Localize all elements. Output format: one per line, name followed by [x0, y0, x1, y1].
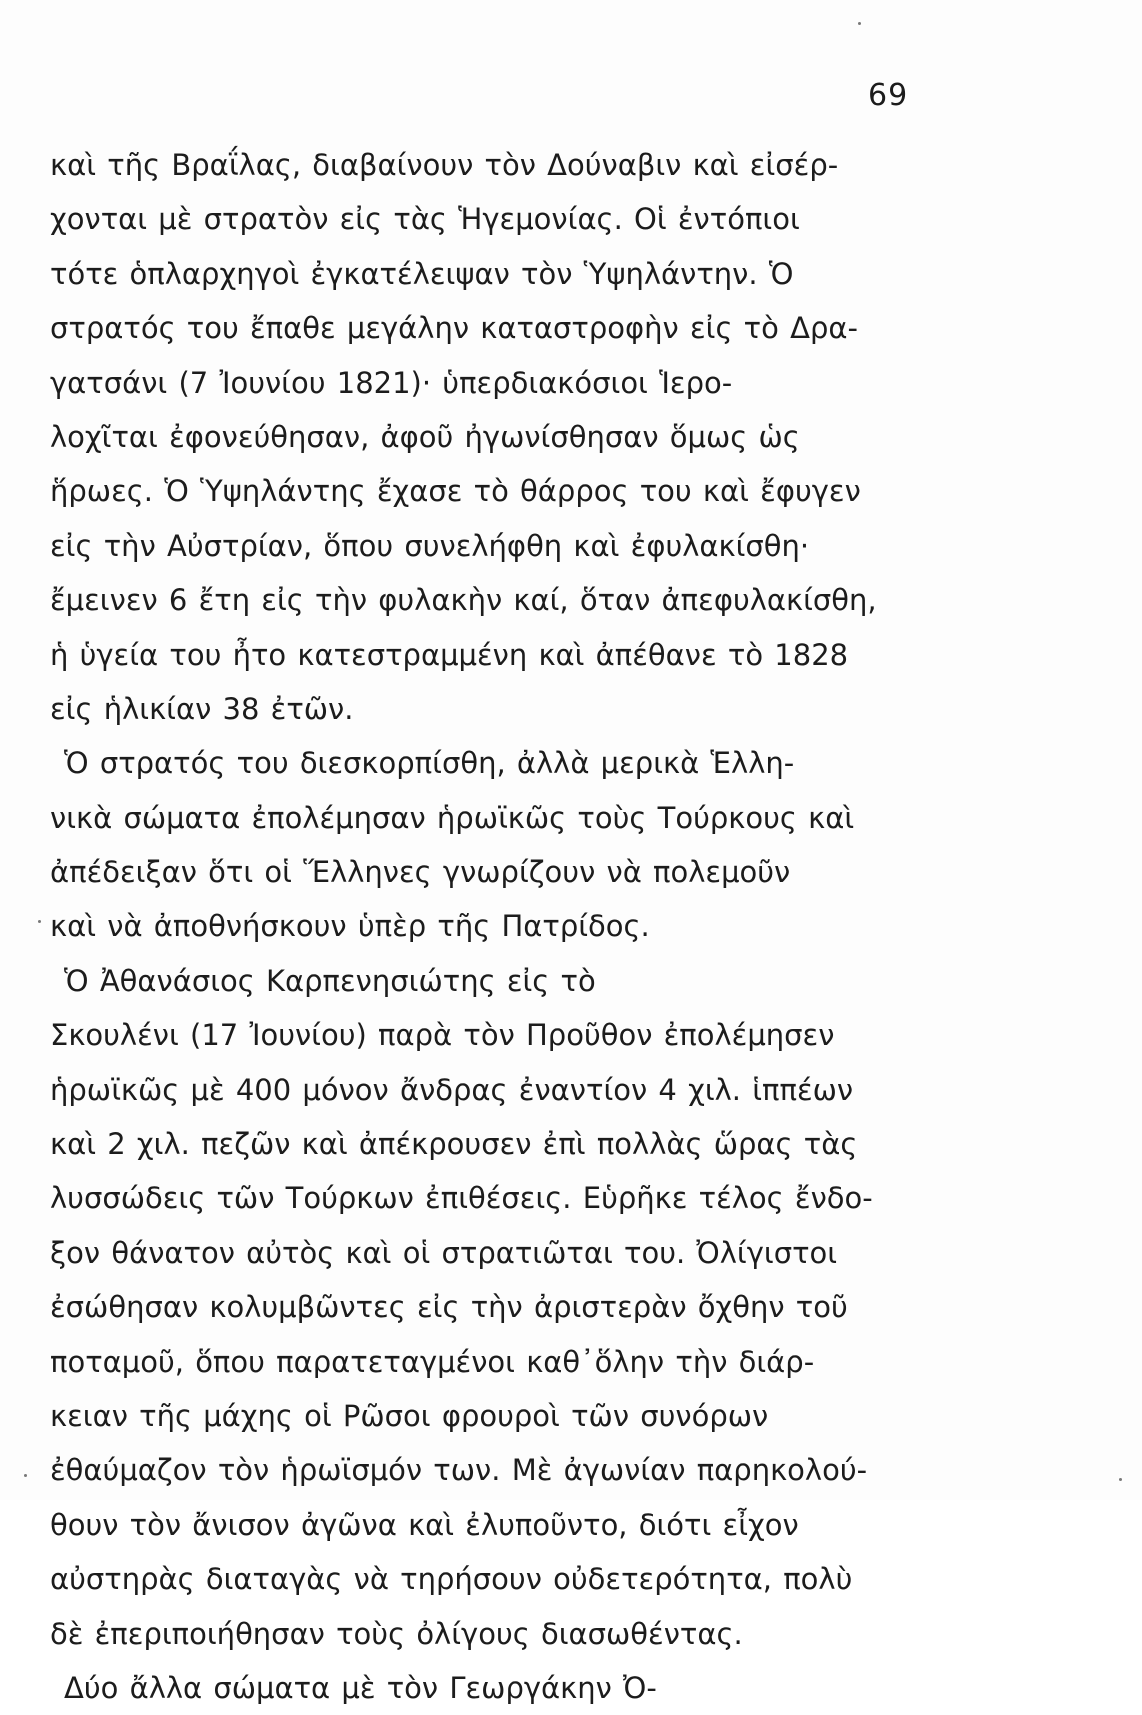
text-line: ἡρωϊκῶς μὲ 400 μόνον ἄνδρας ἐναντίον 4 χιλ. ἱππέων [50, 1072, 854, 1107]
text-line: γατσάνι (7 Ἰουνίου 1821)· ὑπερδιακόσιοι Ἱερο- [50, 365, 733, 400]
text-line: ἔμεινεν 6 ἔτη εἰς τὴν φυλακὴν καί, ὅταν ἀπεφυλακίσθη, [50, 583, 877, 618]
text-line: λοχῖται ἐφονεύθησαν, ἀφοῦ ἠγωνίσθησαν ὅμως ὡς [50, 419, 800, 454]
text-line: θουν τὸν ἄνισον ἀγῶνα καὶ ἐλυποῦντο, διότι εἶχον [50, 1507, 799, 1542]
text-line: χονται μὲ στρατὸν εἰς τὰς Ἡγεμονίας. Οἱ ἐντόπιοι [50, 202, 800, 237]
paragraph-start-line: Δύο ἄλλα σώματα μὲ τὸν Γεωργάκην Ὀ- [64, 1670, 657, 1705]
text-line: εἰς ἡλικίαν 38 ἐτῶν. [50, 691, 354, 726]
text-line: ἀπέδειξαν ὅτι οἱ Ἕλληνες γνωρίζουν νὰ πολεμοῦν [50, 855, 791, 890]
text-line: δὲ ἐπεριποιήθησαν τοὺς ὀλίγους διασωθέντας. [50, 1616, 743, 1651]
scan-speck [24, 1474, 27, 1477]
text-line: καὶ τῆς Βραΐλας, διαβαίνουν τὸν Δούναβιν καὶ εἰσέρ- [50, 148, 839, 182]
text-line: εἰς τὴν Αὐστρίαν, ὅπου συνελήφθη καὶ ἐφυλακίσθη· [50, 528, 810, 563]
text-line: καὶ νὰ ἀποθνήσκουν ὑπὲρ τῆς Πατρίδος. [50, 909, 650, 944]
page-number: 69 [868, 78, 909, 113]
text-line: αὐστηρὰς διαταγὰς νὰ τηρήσουν οὐδετερότητα, πολὺ [50, 1562, 853, 1597]
body-text [50, 138, 940, 1715]
text-line: ἥρωες. Ὁ Ὑψηλάντης ἔχασε τὸ θάρρος του καὶ ἔφυγεν [50, 474, 861, 509]
paragraph-start-line: Ὁ στρατός του διεσκορπίσθη, ἀλλὰ μερικὰ Ἑλλη- [64, 746, 795, 781]
text-line: νικὰ σώματα ἐπολέμησαν ἡρωϊκῶς τοὺς Τούρκους καὶ [50, 800, 855, 835]
text-line: ποταμοῦ, ὅπου παρατεταγμένοι καθ᾽ὅλην τὴν διάρ- [50, 1344, 815, 1379]
text-line: ἐσώθησαν κολυμβῶντες εἰς τὴν ἀριστερὰν ὄχθην τοῦ [50, 1290, 848, 1325]
text-line: ξον θάνατον αὐτὸς καὶ οἱ στρατιῶται του. Ὀλίγιστοι [50, 1235, 838, 1270]
text-line: καὶ 2 χιλ. πεζῶν καὶ ἀπέκρουσεν ἐπὶ πολλὰς ὥρας τὰς [50, 1127, 858, 1162]
text-line: ἡ ὑγεία του ἦτο κατεστραμμένη καὶ ἀπέθανε τὸ 1828 [50, 637, 849, 672]
text-line: Σκουλένι (17 Ἰουνίου) παρὰ τὸν Προῦθον ἐπολέμησεν [50, 1018, 835, 1053]
text-line: κειαν τῆς μάχης οἱ Ρῶσοι φρουροὶ τῶν συνόρων [50, 1398, 769, 1433]
text-line: στρατός του ἔπαθε μεγάλην καταστροφὴν εἰς τὸ Δρα- [50, 311, 858, 346]
scan-speck [38, 920, 41, 923]
scan-speck [858, 22, 861, 25]
text-line: ἐθαύμαζον τὸν ἡρωϊσμόν των. Μὲ ἀγωνίαν παρηκολού- [50, 1453, 868, 1488]
scan-speck [1119, 1478, 1122, 1481]
text-line: τότε ὁπλαρχηγοὶ ἐγκατέλειψαν τὸν Ὑψηλάντην. Ὁ [50, 256, 794, 291]
text-line: λυσσώδεις τῶν Τούρκων ἐπιθέσεις. Εὑρῆκε τέλος ἔνδο- [50, 1181, 873, 1216]
paragraph-start-line: Ὁ Ἀθανάσιος Καρπενησιώτης εἰς τὸ [64, 963, 596, 998]
